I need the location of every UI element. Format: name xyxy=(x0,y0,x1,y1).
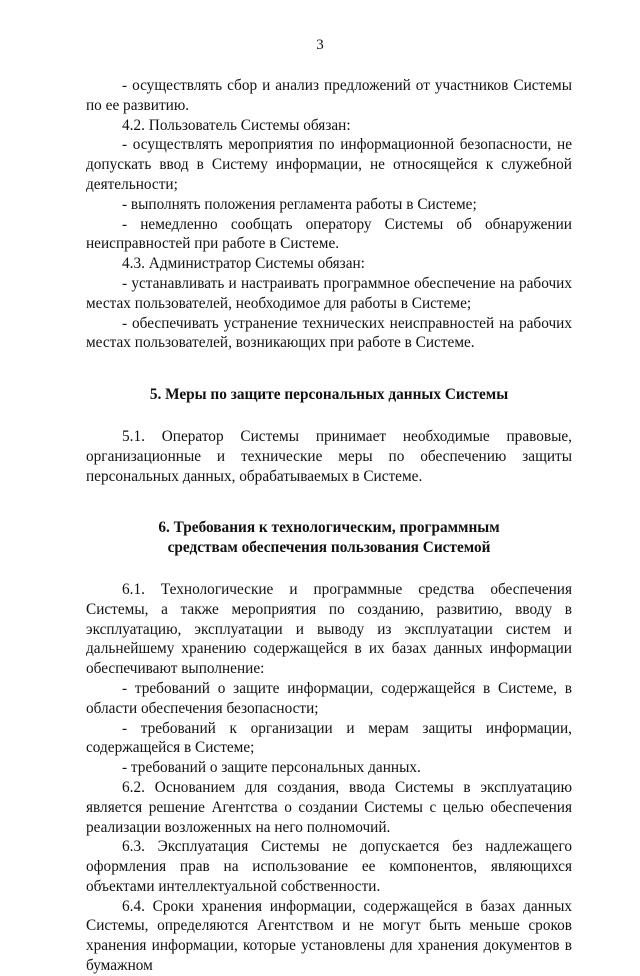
paragraph: - немедленно сообщать оператору Системы об обнаружении неисправностей при работе в Системе. xyxy=(86,215,572,253)
paragraph: - устанавливать и настраивать программное обеспечение на рабочих местах пользователей, необходимое для работы в Системе; xyxy=(86,274,572,312)
section-6-heading xyxy=(86,518,572,558)
section-6-heading-line-2: средствам обеспечения пользования Системой xyxy=(167,539,491,557)
paragraph: - осуществлять сбор и анализ предложений от участников Системы по ее развитию. xyxy=(86,77,572,114)
page-number: 3 xyxy=(316,37,324,53)
paragraph: 6.4. Сроки хранения информации, содержащейся в базах данных Системы, определяются Агентством и не могут быть меньше сроков хранения информации, которые установлены для хранения документов в бумажном xyxy=(86,897,572,975)
document-body xyxy=(86,76,572,976)
paragraph: - требований к организации и мерам защиты информации, содержащейся в Системе; xyxy=(86,719,572,757)
paragraph: - осуществлять мероприятия по информационной безопасности, не допускать ввод в Систему информации, не относящейся к служебной деятельности; xyxy=(86,136,572,193)
paragraph: 5.1. Оператор Системы принимает необходимые правовые, организационные и технические меры по обеспечению защиты персональных данных, обрабатываемых в Системе. xyxy=(86,427,572,485)
paragraph: 6.1. Технологические и программные средства обеспечения Системы, а также мероприятия по созданию, развитию, вводу в эксплуатацию, эксплуатации и выводу из эксплуатации систем и дальнейшему хранению содержащейся в их базах данных информации обеспечивают выполнение: xyxy=(86,580,572,678)
paragraph: 6.3. Эксплуатация Системы не допускается без надлежащего оформления прав на использование ее компонентов, являющихся объектами интеллектуальной собственности. xyxy=(86,838,572,895)
paragraph: - требований о защите персональных данных. xyxy=(122,759,421,777)
paragraph: - требований о защите информации, содержащейся в Системе, в области обеспечения безопасности; xyxy=(86,679,572,717)
paragraph: - выполнять положения регламента работы в Системе; xyxy=(122,195,477,213)
paragraph: - обеспечивать устранение технических неисправностей на рабочих местах пользователей, возникающих при работе в Системе. xyxy=(86,314,572,352)
paragraph: 6.2. Основанием для создания, ввода Системы в эксплуатацию является решение Агентства о создании Системы с целью обеспечения реализации возложенных на него полномочий. xyxy=(86,778,572,836)
paragraph: 4.2. Пользователь Системы обязан: xyxy=(122,116,351,134)
paragraph: 4.3. Администратор Системы обязан: xyxy=(122,255,365,273)
section-5-heading: 5. Меры по защите персональных данных Системы xyxy=(149,386,509,404)
section-6-heading-line-1: 6. Требования к технологическим, программным xyxy=(158,519,500,537)
